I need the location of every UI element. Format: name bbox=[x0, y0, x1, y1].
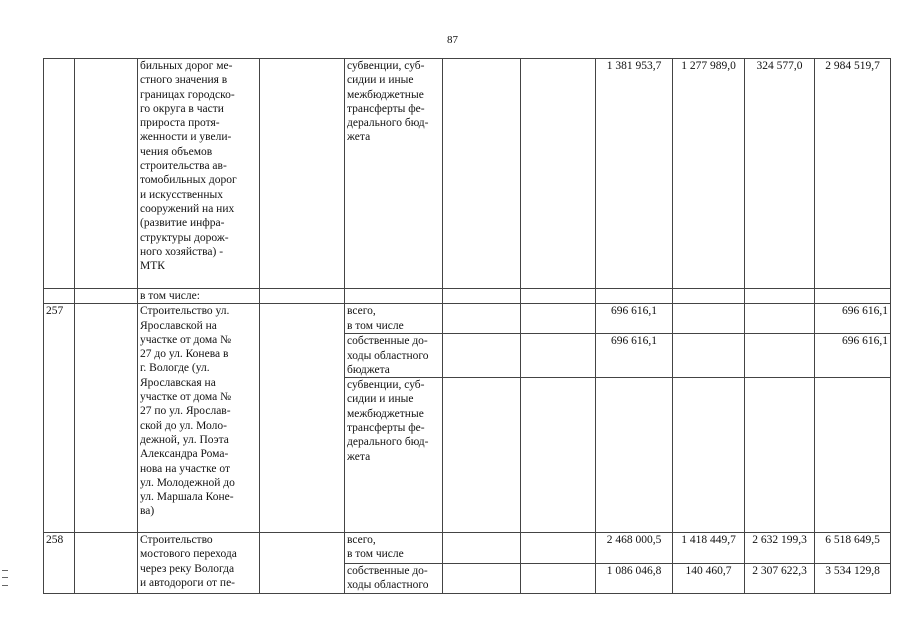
object-name-cell: Строительство ул. Ярославской на участке от дома № 27 до ул. Конева в г. Вологде (ул. Ярославская на участке от дома № 27 по ул. Ярослав- ской до ул. Моло- дежной, ул. Поэта Александра Рома- нова на участке от ул. Молодежной до ул. Маршала Коне- ва) bbox=[138, 304, 260, 533]
empty-cell bbox=[443, 59, 521, 289]
empty-cell bbox=[521, 304, 596, 334]
funding-source-cell: собственные до- ходы областного бюджета bbox=[345, 334, 443, 378]
table-row bbox=[44, 59, 891, 289]
empty-cell bbox=[260, 304, 345, 533]
subheading-cell: в том числе: bbox=[138, 289, 260, 304]
empty-cell bbox=[596, 289, 673, 304]
value-cell: 1 381 953,7 bbox=[596, 59, 673, 289]
empty-cell bbox=[745, 289, 815, 304]
funding-source-cell: субвенции, суб- сидии и иные межбюджетные трансферты фе- дерального бюд- жета bbox=[345, 378, 443, 533]
table-row bbox=[44, 289, 891, 304]
value-cell bbox=[745, 378, 815, 533]
value-cell bbox=[745, 334, 815, 378]
total-cell: 696 616,1 bbox=[815, 334, 891, 378]
margin-mark bbox=[2, 570, 8, 586]
value-cell bbox=[673, 304, 745, 334]
table-row bbox=[44, 304, 891, 334]
empty-cell bbox=[521, 378, 596, 533]
budget-table bbox=[43, 58, 891, 594]
empty-cell bbox=[673, 289, 745, 304]
empty-cell bbox=[443, 289, 521, 304]
value-cell: 1 086 046,8 bbox=[596, 564, 673, 594]
funding-source-cell: субвенции, суб- сидии и иные межбюджетные трансферты фе- дерального бюд- жета bbox=[345, 59, 443, 289]
empty-cell bbox=[815, 289, 891, 304]
total-cell: 2 984 519,7 bbox=[815, 59, 891, 289]
empty-cell bbox=[345, 289, 443, 304]
empty-cell bbox=[521, 289, 596, 304]
value-cell: 1 277 989,0 bbox=[673, 59, 745, 289]
value-cell bbox=[673, 378, 745, 533]
object-name-cell: Строительство мостового перехода через реку Вологда и автодороги от пе- bbox=[138, 533, 260, 594]
empty-cell bbox=[521, 564, 596, 594]
value-cell: 696 616,1 bbox=[596, 334, 673, 378]
empty-cell bbox=[521, 59, 596, 289]
value-cell: 2 307 622,3 bbox=[745, 564, 815, 594]
empty-cell bbox=[260, 59, 345, 289]
value-cell: 1 418 449,7 bbox=[673, 533, 745, 564]
empty-cell bbox=[521, 334, 596, 378]
page-number: 87 bbox=[447, 34, 458, 46]
empty-cell bbox=[443, 564, 521, 594]
empty-cell bbox=[443, 334, 521, 378]
empty-cell bbox=[75, 304, 138, 533]
row-number-cell bbox=[44, 59, 75, 289]
empty-cell bbox=[443, 304, 521, 334]
empty-cell bbox=[44, 289, 75, 304]
value-cell: 2 468 000,5 bbox=[596, 533, 673, 564]
row-number-cell: 258 bbox=[44, 533, 75, 594]
funding-source-cell: всего, в том числе bbox=[345, 304, 443, 334]
value-cell: 2 632 199,3 bbox=[745, 533, 815, 564]
empty-cell bbox=[260, 289, 345, 304]
value-cell: 324 577,0 bbox=[745, 59, 815, 289]
empty-cell bbox=[75, 533, 138, 594]
empty-cell bbox=[443, 533, 521, 564]
total-cell: 6 518 649,5 bbox=[815, 533, 891, 564]
table-row bbox=[44, 533, 891, 564]
empty-cell bbox=[260, 533, 345, 594]
total-cell: 3 534 129,8 bbox=[815, 564, 891, 594]
value-cell bbox=[673, 334, 745, 378]
object-name-cell: бильных дорог ме- стного значения в границах городско- го округа в части прироста протя- женности и увели- чения объемов строительства ав- томобильных дорог и искусственных сооружений на них (развитие инфра- структуры дорож- ного хозяйства) - МТК bbox=[138, 59, 260, 289]
funding-source-cell: собственные до- ходы областного bbox=[345, 564, 443, 594]
empty-cell bbox=[75, 59, 138, 289]
total-cell bbox=[815, 378, 891, 533]
funding-source-cell: всего, в том числе bbox=[345, 533, 443, 564]
value-cell bbox=[596, 378, 673, 533]
value-cell: 140 460,7 bbox=[673, 564, 745, 594]
total-cell: 696 616,1 bbox=[815, 304, 891, 334]
empty-cell bbox=[443, 378, 521, 533]
empty-cell bbox=[75, 289, 138, 304]
value-cell: 696 616,1 bbox=[596, 304, 673, 334]
empty-cell bbox=[521, 533, 596, 564]
value-cell bbox=[745, 304, 815, 334]
row-number-cell: 257 bbox=[44, 304, 75, 533]
